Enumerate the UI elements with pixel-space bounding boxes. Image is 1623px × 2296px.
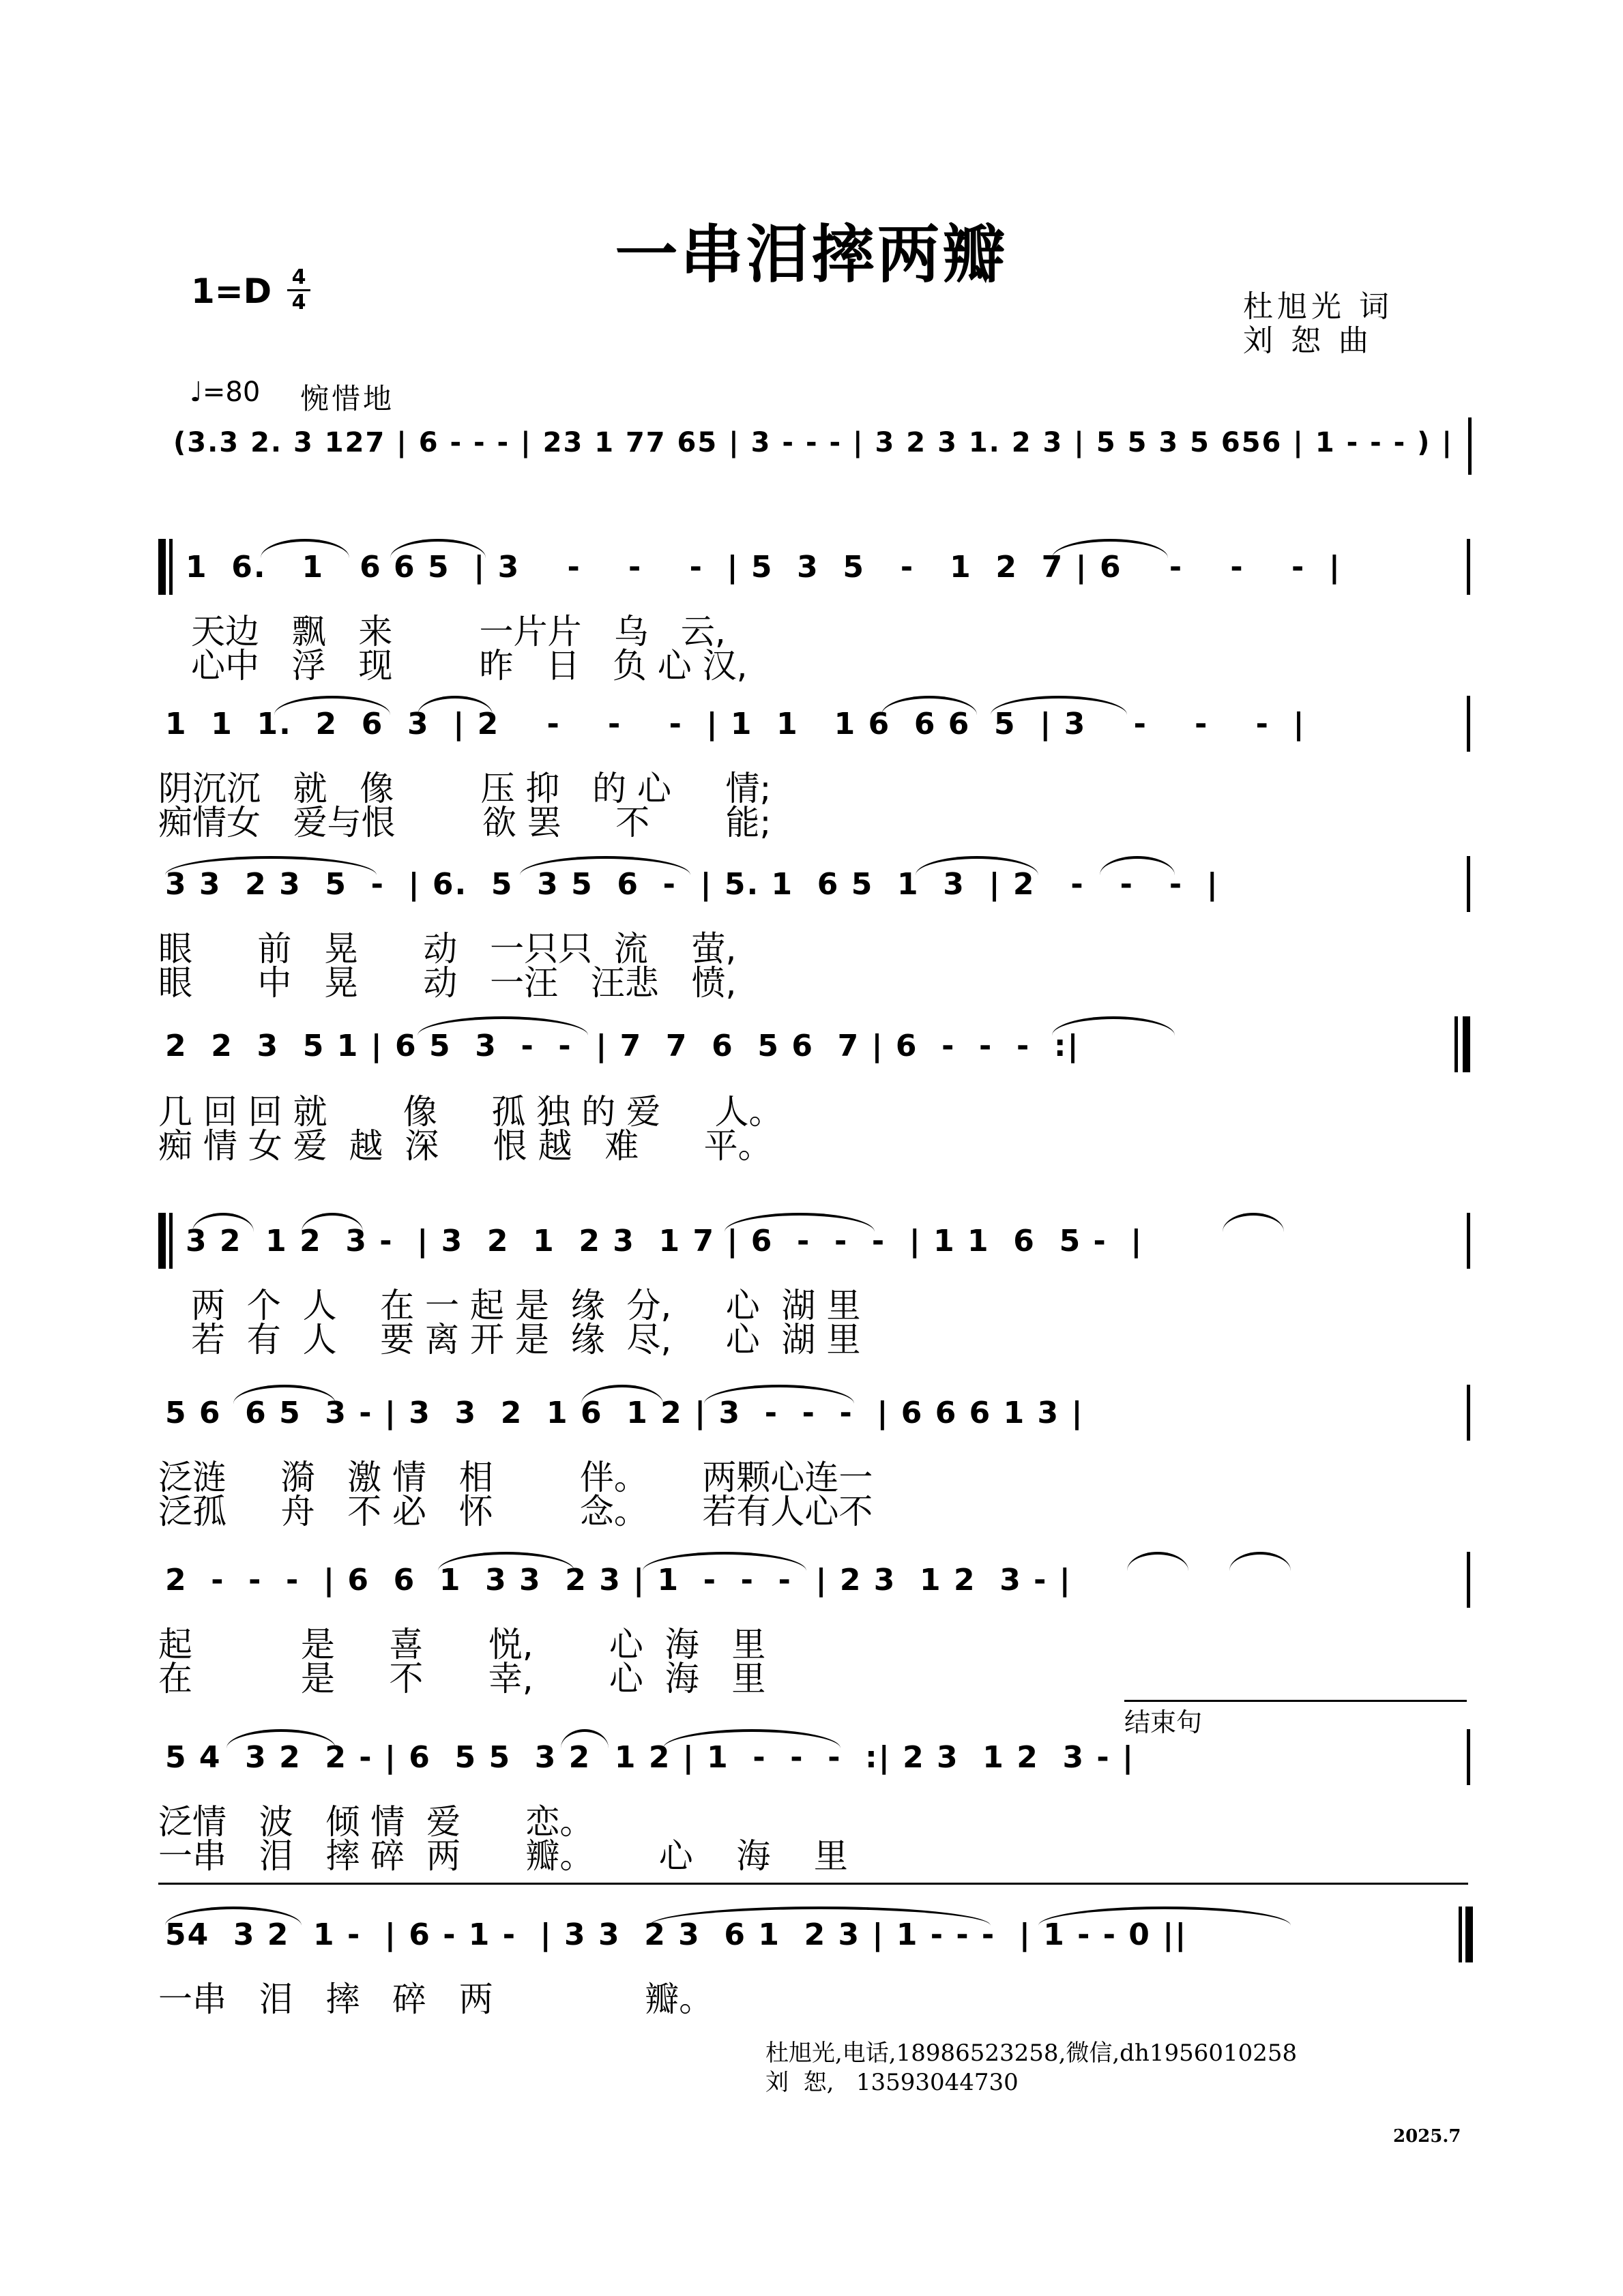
melody-notes: 5 6 6 5 3 - | 3 3 2 1 6 1 2 | 3 - - - | 6 6 6 1 3 | (165, 1396, 1084, 1430)
lyrics-verse-1: 几 回 回 就 像 孤 独 的 爱 人。 (158, 1092, 783, 1132)
system-1 (158, 539, 1468, 689)
slur (1127, 1552, 1188, 1571)
barline (1454, 1016, 1458, 1072)
melody-notes: 2 2 3 5 1 | 6 5 3 - - | 7 7 6 5 6 7 | 6 - - - :| (165, 1029, 1080, 1063)
slur (192, 1213, 254, 1232)
system-9 (158, 1907, 1468, 2019)
system-6 (158, 1385, 1468, 1535)
barline (1467, 1385, 1470, 1441)
slur (643, 1552, 806, 1571)
contact-line-2: 刘 恕, 13593044730 (765, 2069, 1019, 2096)
slur (725, 1213, 875, 1232)
slur (418, 1016, 588, 1035)
slur (881, 696, 977, 715)
system-5 (158, 1213, 1468, 1363)
intro-notes: (3.3 2. 3 127 | 6 - - - | 23 1 77 65 | 3 - - - | 3 2 3 1. 2 3 | 5 5 3 5 656 | 1 - - - ) | (173, 427, 1453, 458)
lyrics-verse-1: 泛涟 漪 激 情 相 伴。 两颗心连一 (158, 1458, 873, 1497)
melody-notes: 54 3 2 1 - | 6 - 1 - | 3 3 2 3 6 1 2 3 | 1 - - - | 1 - - 0 || (165, 1917, 1188, 1952)
date-stamp: 2025.7 (1393, 2126, 1461, 2147)
slur (233, 1385, 336, 1404)
lyrics-verse-1: 一串 泪 摔 碎 两 瓣。 (158, 1979, 714, 2019)
slur (1052, 539, 1168, 558)
barline (1459, 1907, 1462, 1962)
lyricist-credit: 杜旭光 词 (1243, 289, 1393, 324)
slur (663, 1729, 840, 1748)
slur (1223, 1213, 1284, 1232)
slur (916, 856, 1038, 875)
slur (438, 1552, 574, 1571)
barline (1467, 696, 1470, 752)
system-3 (158, 856, 1468, 1006)
barline (1467, 856, 1470, 912)
melody-notes: 2 - - - | 6 6 1 3 3 2 3 | 1 - - - | 2 3 1 2 3 - | (165, 1563, 1072, 1598)
slur (226, 1729, 336, 1748)
lyrics-verse-2: 泛孤 舟 不 必 怀 念。 若有人心不 (158, 1492, 873, 1531)
system-4 (158, 1016, 1468, 1173)
lyrics-verse-1: 眼 前 晃 动 一只只 流 萤, (158, 929, 737, 969)
barline (169, 539, 173, 595)
lyrics-verse-1: 泛情 波 倾 情 爱 恋。 (158, 1802, 594, 1842)
barline (1468, 417, 1472, 475)
slur (1100, 856, 1175, 875)
melody-notes: 1 1 1. 2 6 3 | 2 - - - | 1 1 1 6 6 6 5 | 3 - - - | (165, 707, 1306, 741)
slur (704, 1385, 854, 1404)
time-signature-top: 4 (291, 265, 306, 289)
lyrics-verse-2: 眼 中 晃 动 一汪 汪悲 愤, (158, 963, 737, 1003)
melody-notes: 3 3 2 3 5 - | 6. 5 3 5 6 - | 5. 1 6 5 1 3 | 2 - - - | (165, 867, 1219, 902)
slur (991, 696, 1127, 715)
repeat-start-barline (158, 1213, 166, 1269)
repeat-start-barline (158, 539, 166, 595)
slur (1038, 1907, 1291, 1926)
lyrics-verse-1: 阴沉沉 就 像 压 抑 的 心 情; (158, 769, 772, 808)
lyrics-verse-2: 一串 泪 摔 碎 两 瓣。 心 海 里 (158, 1836, 848, 1876)
song-title: 一串泪摔两瓣 (615, 218, 1008, 291)
barline (1467, 539, 1470, 595)
ending-bracket-lower (158, 1883, 1468, 1885)
lyrics-verse-1: 起 是 喜 悦, 心 海 里 (158, 1625, 766, 1664)
key-signature: 1=D (191, 271, 272, 311)
repeat-end-barline (1463, 1016, 1470, 1072)
lyrics-verse-2: 在 是 不 幸, 心 海 里 (158, 1659, 766, 1698)
final-barline (1465, 1907, 1473, 1962)
expression-marking: 惋惜地 (300, 382, 395, 415)
lyrics-verse-2: 心中 浮 现 昨 日 负 心 汉, (191, 646, 748, 686)
lyrics-verse-1: 两 个 人 在 一 起 是 缘 分, 心 湖 里 (191, 1286, 861, 1325)
slur (390, 539, 486, 558)
ending-label: 结束句 (1124, 1707, 1203, 1737)
slur (165, 856, 377, 875)
system-7 (158, 1552, 1468, 1702)
slur (649, 1907, 991, 1926)
lyrics-verse-1: 天边 飘 来 一片片 乌 云, (191, 612, 726, 651)
melody-notes: 1 6. 1 6 6 5 | 3 - - - | 5 3 5 - 1 2 7 | 6 - - - | (186, 550, 1341, 585)
system-8 (158, 1729, 1468, 1886)
slur (274, 696, 390, 715)
slur (1229, 1552, 1291, 1571)
tempo-marking: ♩=80 (190, 377, 261, 408)
lyrics-verse-2: 若 有 人 要 离 开 是 缘 尽, 心 湖 里 (191, 1320, 861, 1359)
slur (520, 856, 690, 875)
time-signature-bottom: 4 (291, 291, 306, 314)
slur (261, 539, 349, 558)
lyrics-verse-2: 痴 情 女 爱 越 深 恨 越 难 平。 (158, 1126, 772, 1166)
time-signature (285, 267, 312, 313)
slur (581, 1385, 663, 1404)
lyrics-verse-2: 痴情女 爱与恨 欲 罢 不 能; (158, 803, 772, 842)
barline (1467, 1552, 1470, 1608)
barline (1467, 1213, 1470, 1269)
slur (418, 696, 493, 715)
system-2 (158, 696, 1468, 846)
barline (169, 1213, 173, 1269)
contact-line-1: 杜旭光,电话,18986523258,微信,dh1956010258 (765, 2040, 1298, 2067)
slur (165, 1907, 302, 1926)
slur (302, 1213, 363, 1232)
barline (1467, 1729, 1470, 1785)
slur (1052, 1016, 1175, 1035)
melody-notes: 3 2 1 2 3 - | 3 2 1 2 3 1 7 | 6 - - - | 1 1 6 5 - | (186, 1224, 1143, 1259)
composer-credit: 刘 恕 曲 (1243, 323, 1373, 358)
slur (561, 1729, 609, 1748)
melody-notes: 5 4 3 2 2 - | 6 5 5 3 2 1 2 | 1 - - - :| 2 3 1 2 3 - | (165, 1740, 1135, 1775)
intro-system (158, 417, 1468, 475)
